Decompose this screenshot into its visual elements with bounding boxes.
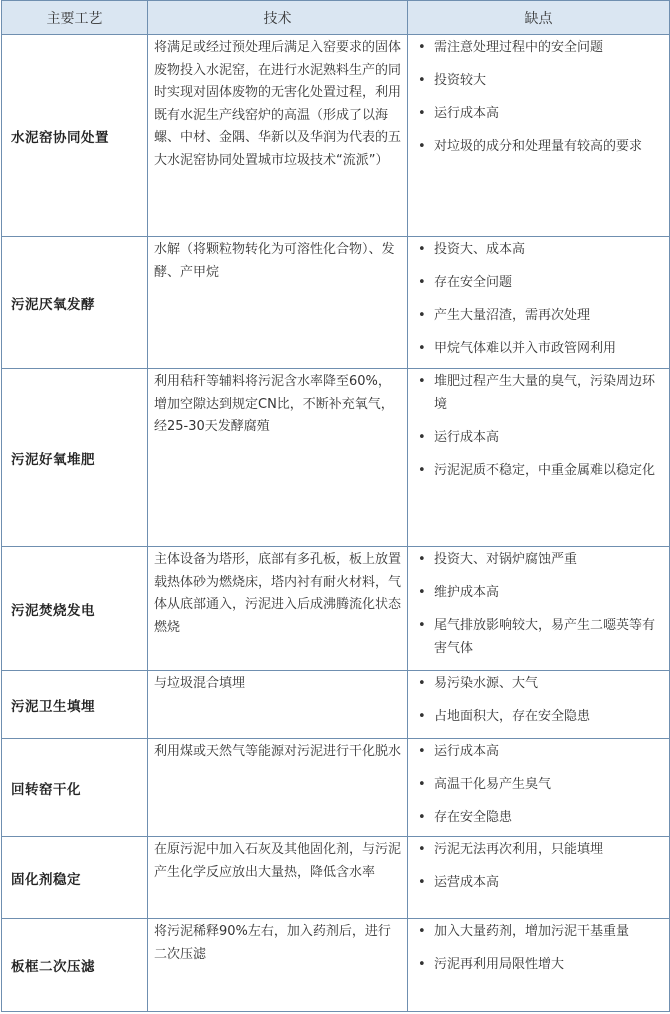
technology-description: 利用秸秆等辅料将污泥含水率降至60%，增加空隙达到规定CN比，不断补充氧气，经25-30天发酵腐殖 [148, 369, 408, 547]
table-row [2, 369, 670, 547]
drawback-text: 污泥无法再次利用，只能填埋 [434, 842, 604, 857]
drawback-text: 污泥再利用局限性增大 [434, 957, 565, 972]
drawback-text: 投资大、对锅炉腐蚀严重 [434, 552, 578, 567]
drawbacks-list [416, 921, 663, 977]
technology-description: 水解（将颗粒物转化为可溶性化合物）、发酵、产甲烷 [148, 237, 408, 369]
drawback-text: 易污染水源、大气 [434, 676, 539, 691]
drawback-text: 加入大量药剂，增加污泥干基重量 [434, 924, 630, 939]
drawbacks-list [416, 673, 663, 729]
drawbacks-list [416, 549, 663, 660]
process-name: 固化剂稳定 [2, 837, 148, 919]
drawback-text: 投资大、成本高 [434, 242, 526, 257]
drawback-text: 存在安全问题 [434, 275, 513, 290]
drawback-text: 尾气排放影响较大，易产生二噁英等有害气体 [434, 618, 656, 656]
bullet-icon: • [418, 810, 426, 825]
drawback-text: 占地面积大，存在安全隐患 [434, 709, 591, 724]
drawback-item [416, 371, 663, 416]
technology-description: 利用煤或天然气等能源对污泥进行干化脱水 [148, 739, 408, 837]
drawbacks-cell [408, 837, 670, 919]
drawbacks-cell [408, 547, 670, 671]
drawback-item [416, 239, 663, 262]
drawbacks-cell [408, 35, 670, 237]
header-drawbacks: 缺点 [408, 1, 670, 35]
table-row [2, 739, 670, 837]
bullet-icon: • [418, 842, 426, 857]
technology-description: 在原污泥中加入石灰及其他固化剂，与污泥产生化学反应放出大量热，降低含水率 [148, 837, 408, 919]
drawback-item [416, 872, 663, 895]
bullet-icon: • [418, 73, 426, 88]
drawback-text: 维护成本高 [434, 585, 500, 600]
bullet-icon: • [418, 139, 426, 154]
bullet-icon: • [418, 744, 426, 759]
drawbacks-cell [408, 919, 670, 1012]
drawback-text: 产生大量沼渣，需再次处理 [434, 308, 591, 323]
drawbacks-cell [408, 369, 670, 547]
process-name: 污泥好氧堆肥 [2, 369, 148, 547]
table-body [2, 35, 670, 1012]
drawbacks-cell [408, 237, 670, 369]
drawback-item [416, 706, 663, 729]
drawback-item [416, 807, 663, 830]
drawback-text: 堆肥过程产生大量的臭气，污染周边环境 [434, 374, 656, 412]
bullet-icon: • [418, 40, 426, 55]
bullet-icon: • [418, 552, 426, 567]
drawback-text: 需注意处理过程中的安全问题 [434, 40, 604, 55]
drawback-text: 投资较大 [434, 73, 487, 88]
drawback-item [416, 37, 663, 60]
bullet-icon: • [418, 275, 426, 290]
drawback-item [416, 673, 663, 696]
bullet-icon: • [418, 374, 426, 389]
header-process: 主要工艺 [2, 1, 148, 35]
technology-description: 将满足或经过预处理后满足入窑要求的固体废物投入水泥窑，在进行水泥熟料生产的同时实现对固体废物的无害化处置过程，利用既有水泥生产线窑炉的高温（形成了以海螺、中材、金隅、华新以及华润为代表的五大水泥窑协同处置城市垃圾技术“流派”） [148, 35, 408, 237]
drawback-item [416, 427, 663, 450]
drawback-text: 运行成本高 [434, 744, 500, 759]
drawback-text: 存在安全隐患 [434, 810, 513, 825]
drawback-text: 对垃圾的成分和处理量有较高的要求 [434, 139, 643, 154]
drawback-item [416, 338, 663, 361]
drawback-item [416, 839, 663, 862]
drawback-item [416, 136, 663, 159]
table-row [2, 919, 670, 1012]
table-row [2, 837, 670, 919]
bullet-icon: • [418, 709, 426, 724]
header-technology: 技术 [148, 1, 408, 35]
technology-description: 将污泥稀释90%左右，加入药剂后，进行二次压滤 [148, 919, 408, 1012]
table-row [2, 671, 670, 739]
drawbacks-cell [408, 739, 670, 837]
bullet-icon: • [418, 875, 426, 890]
process-name: 回转窑干化 [2, 739, 148, 837]
bullet-icon: • [418, 924, 426, 939]
bullet-icon: • [418, 341, 426, 356]
drawback-text: 运营成本高 [434, 875, 500, 890]
drawback-item [416, 774, 663, 797]
drawback-item [416, 954, 663, 977]
bullet-icon: • [418, 106, 426, 121]
bullet-icon: • [418, 585, 426, 600]
process-name: 水泥窑协同处置 [2, 35, 148, 237]
drawback-item [416, 305, 663, 328]
bullet-icon: • [418, 676, 426, 691]
drawback-text: 运行成本高 [434, 429, 500, 445]
technology-description: 与垃圾混合填埋 [148, 671, 408, 739]
bullet-icon: • [418, 957, 426, 972]
bullet-icon: • [418, 429, 426, 445]
table-row [2, 237, 670, 369]
drawback-item [416, 549, 663, 572]
drawback-item [416, 272, 663, 295]
drawback-item [416, 741, 663, 764]
process-comparison-table [1, 0, 670, 1012]
drawbacks-list [416, 371, 663, 482]
bullet-icon: • [418, 242, 426, 257]
bullet-icon: • [418, 462, 426, 478]
process-name: 污泥厌氧发酵 [2, 237, 148, 369]
bullet-icon: • [418, 308, 426, 323]
drawback-text: 污泥泥质不稳定，中重金属难以稳定化 [434, 462, 656, 478]
process-name: 板框二次压滤 [2, 919, 148, 1012]
drawback-item [416, 615, 663, 660]
drawbacks-list [416, 741, 663, 830]
process-name: 污泥焚烧发电 [2, 547, 148, 671]
drawback-text: 甲烷气体难以并入市政管网利用 [434, 341, 617, 356]
table-row [2, 35, 670, 237]
drawbacks-list [416, 239, 663, 361]
drawback-item [416, 582, 663, 605]
drawback-item [416, 460, 663, 483]
table-row [2, 547, 670, 671]
drawbacks-cell [408, 671, 670, 739]
drawbacks-list [416, 839, 663, 895]
drawback-item [416, 70, 663, 93]
drawback-item [416, 921, 663, 944]
drawbacks-list [416, 37, 663, 159]
drawback-text: 运行成本高 [434, 106, 500, 121]
bullet-icon: • [418, 618, 426, 633]
drawback-text: 高温干化易产生臭气 [434, 777, 552, 792]
drawback-item [416, 103, 663, 126]
process-name: 污泥卫生填埋 [2, 671, 148, 739]
header-row [2, 1, 670, 35]
technology-description: 主体设备为塔形，底部有多孔板，板上放置载热体砂为燃烧床，塔内衬有耐火材料，气体从底部通入，污泥进入后成沸腾流化状态燃烧 [148, 547, 408, 671]
bullet-icon: • [418, 777, 426, 792]
